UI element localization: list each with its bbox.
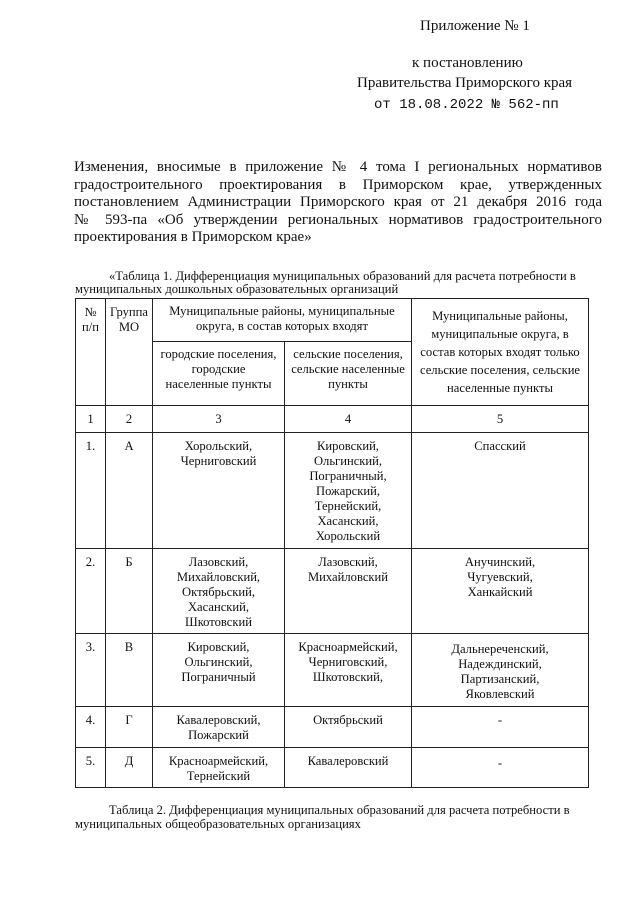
district-name: Надеждинский,	[458, 657, 542, 671]
district-name: Лазовский,	[318, 555, 378, 569]
row-num	[76, 748, 106, 788]
district-name: Пожарский,	[315, 484, 380, 498]
table-row	[76, 549, 589, 634]
col-number: 3	[153, 406, 285, 433]
district-name: Ольгинский,	[313, 454, 383, 468]
row-group-text: Б	[125, 555, 133, 569]
header-rural-only-line: населенные пункты	[447, 381, 553, 395]
row-num-text: 5.	[85, 754, 96, 768]
row-num-text: 4.	[85, 713, 96, 727]
header-districts-with	[153, 299, 412, 342]
to-resolution-label: к постановлению	[412, 55, 523, 71]
row-group	[106, 433, 153, 549]
appendix-title: Приложение № 1	[420, 18, 530, 34]
table1	[75, 298, 589, 788]
intro-paragraph	[74, 159, 602, 247]
table-row	[76, 707, 589, 748]
row-num	[76, 707, 106, 748]
row-rural	[285, 748, 412, 788]
table1-caption-line1: «Таблица 1. Дифференциация муниципальных образований для расчета потребности в	[109, 269, 576, 283]
header-rural	[285, 342, 412, 406]
district-name: -	[497, 756, 503, 770]
district-name: Ольгинский,	[184, 655, 253, 669]
row-group-text: Д	[124, 754, 134, 768]
row-urban	[153, 707, 285, 748]
row-rural	[285, 433, 412, 549]
row-group-text: В	[124, 640, 134, 654]
row-group-text: Г	[125, 713, 133, 727]
header-num-line: п/п	[82, 320, 99, 334]
district-name: Тернейский	[186, 769, 251, 783]
row-num	[76, 634, 106, 707]
district-name: Яковлевский	[465, 687, 535, 701]
intro-line: постановлением Администрации Приморского края от 21 декабря 2016 года	[74, 194, 602, 210]
row-group	[106, 707, 153, 748]
district-name: Спасский	[474, 439, 526, 453]
header-rural-only-line: Муниципальные районы,	[432, 309, 568, 323]
row-num-text: 1.	[85, 439, 96, 453]
row-group	[106, 748, 153, 788]
intro-line: проектирования в Приморском крае»	[74, 229, 312, 245]
district-name: Хасанский,	[317, 514, 379, 528]
district-name: Ханкайский	[467, 585, 533, 599]
government-label: Правительства Приморского края	[357, 75, 573, 91]
header-urban-line: городские поселения,	[160, 347, 277, 361]
row-num-text: 2.	[85, 555, 96, 569]
district-name: Красноармейский,	[298, 640, 398, 654]
resolution-date-number: от 18.08.2022 № 562-пп	[374, 97, 559, 113]
district-name: Октябрьский	[313, 713, 383, 727]
intro-line: градостроительного проектирования в Приморском крае, утвержденных	[74, 176, 602, 193]
district-name: Партизанский,	[460, 672, 540, 686]
header-rural-only-line: состав которых входят только	[420, 345, 580, 359]
district-name: Черниговский,	[308, 655, 388, 669]
header-num-line: №	[84, 305, 97, 319]
table2-caption-line2: муниципальных общеобразовательных организациях	[75, 817, 361, 831]
row-rural-only	[412, 707, 589, 748]
header-group-line: Группа	[110, 305, 148, 319]
district-name: Михайловский,	[176, 570, 261, 584]
header-num	[76, 299, 106, 406]
district-name: Красноармейский,	[168, 754, 269, 768]
district-name: Хорольский	[315, 529, 381, 543]
row-urban	[153, 433, 285, 549]
header-districts-with-line: Муниципальные районы, муниципальные	[169, 304, 395, 318]
district-name: Пограничный	[181, 670, 256, 684]
col-number: 2	[106, 406, 153, 433]
district-name: Хорольский,	[184, 439, 253, 453]
row-group	[106, 549, 153, 634]
header-rural-only	[412, 299, 589, 406]
col-number: 1	[76, 406, 106, 433]
row-rural	[285, 549, 412, 634]
column-numbers-row	[76, 406, 589, 433]
row-num	[76, 549, 106, 634]
district-name: Кавалеровский,	[176, 713, 261, 727]
header-urban-line: городские	[191, 362, 246, 376]
col-number: 4	[285, 406, 412, 433]
district-name: Пограничный,	[309, 469, 387, 483]
table1-caption-line2: муниципальных дошкольных образовательных организаций	[75, 282, 399, 296]
table2-caption-line1: Таблица 2. Дифференциация муниципальных образований для расчета потребности в	[109, 803, 570, 817]
district-name: Пожарский	[188, 728, 249, 742]
row-num	[76, 433, 106, 549]
row-rural	[285, 707, 412, 748]
header-urban	[153, 342, 285, 406]
row-urban	[153, 748, 285, 788]
header-rural-only-line: муниципальные округа, в	[431, 327, 569, 341]
header-districts-with-line: округа, в состав которых входят	[196, 319, 368, 333]
col-number: 5	[412, 406, 589, 433]
row-rural-only	[412, 634, 589, 707]
header-rural-only-line: сельские поселения, сельские	[419, 363, 581, 377]
district-name: Кировский,	[187, 640, 250, 654]
header-rural-line: сельские населенные	[291, 362, 405, 376]
district-name: Хасанский,	[187, 600, 250, 614]
district-name: Шкотовский,	[312, 670, 384, 684]
district-name: Черниговский	[180, 454, 257, 468]
district-name: Михайловский	[307, 570, 389, 584]
intro-line: Изменения, вносимые в приложение № 4 тома I региональных нормативов	[74, 159, 602, 175]
district-name: Чугуевский,	[467, 570, 533, 584]
district-name: Кировский,	[317, 439, 379, 453]
header-group-line: МО	[118, 320, 140, 334]
district-name: Дальнереченский,	[451, 642, 549, 656]
row-rural-only	[412, 433, 589, 549]
row-rural	[285, 634, 412, 707]
table-row	[76, 433, 589, 549]
table-row	[76, 748, 589, 788]
district-name: Анучинский,	[464, 555, 536, 569]
row-rural-only	[412, 748, 589, 788]
district-name: Шкотовский	[184, 615, 252, 629]
row-rural-only	[412, 549, 589, 634]
intro-line: № 593-па «Об утверждении региональных нормативов градостроительного	[74, 211, 602, 228]
district-name: Тернейский,	[314, 499, 382, 513]
district-name: Кавалеровский	[307, 754, 389, 768]
row-urban	[153, 634, 285, 707]
header-urban-line: населенные пункты	[165, 377, 272, 391]
row-urban	[153, 549, 285, 634]
row-group-text: А	[124, 439, 134, 453]
district-name: -	[497, 713, 503, 727]
row-group	[106, 634, 153, 707]
header-rural-line: пункты	[328, 377, 368, 391]
district-name: Лазовский,	[188, 555, 249, 569]
table-row	[76, 634, 589, 707]
row-num-text: 3.	[85, 640, 96, 654]
header-group	[106, 299, 153, 406]
district-name: Октябрьский,	[182, 585, 255, 599]
header-rural-line: сельские поселения,	[293, 347, 403, 361]
